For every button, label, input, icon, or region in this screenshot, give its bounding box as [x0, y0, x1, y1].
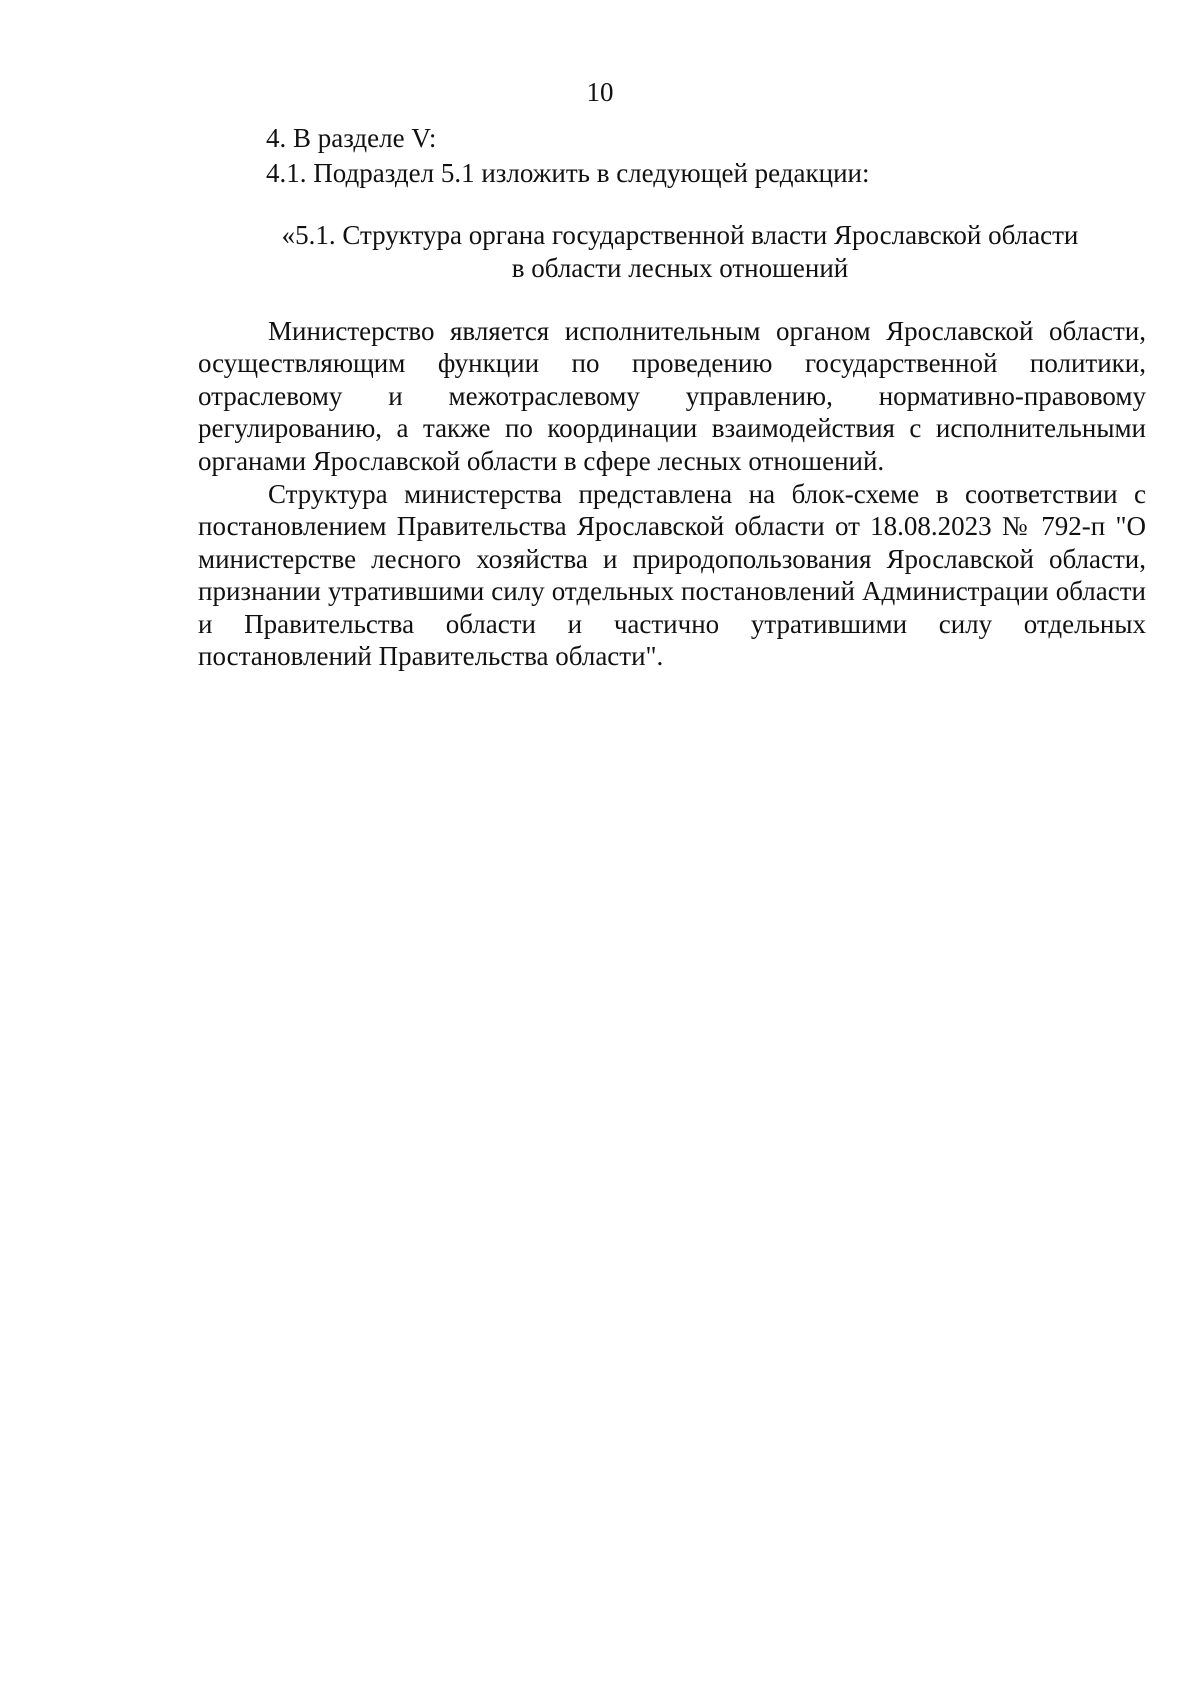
section-heading-line-2: в области лесных отношений — [511, 253, 849, 283]
page-number: 10 — [586, 77, 614, 107]
amendment-item-4: 4. В разделе V: — [266, 123, 437, 153]
amendment-item-4-1: 4.1. Подраздел 5.1 изложить в следующей редакции: — [266, 158, 870, 188]
section-heading-line-1: «5.1. Структура органа государственной власти Ярославской области — [281, 220, 1079, 250]
paragraph-ministry-description — [198, 315, 1146, 477]
paragraph-structure-reference — [198, 478, 1146, 672]
paragraph-text: Структура министерства представлена на блок-схеме в соответствии с постановлением Правительства Ярославской области от 18.08.2023 № 792-п "О министерстве лесного хозяйства и природопользования Ярославской области, признании утратившими силу отдельных постановлений Администрации области и Правительства области и частично утратившими силу отдельных постановлений Правительства области". — [198, 479, 1146, 672]
paragraph-text: Министерство является исполнительным органом Ярославской области, осуществляющим функции по проведению государственной политики, отраслевому и межотраслевому управлению, нормативно-правовому регулированию, а также по координации взаимодействия с исполнительными органами Ярославской области в сфере лесных отношений. — [198, 316, 1146, 476]
